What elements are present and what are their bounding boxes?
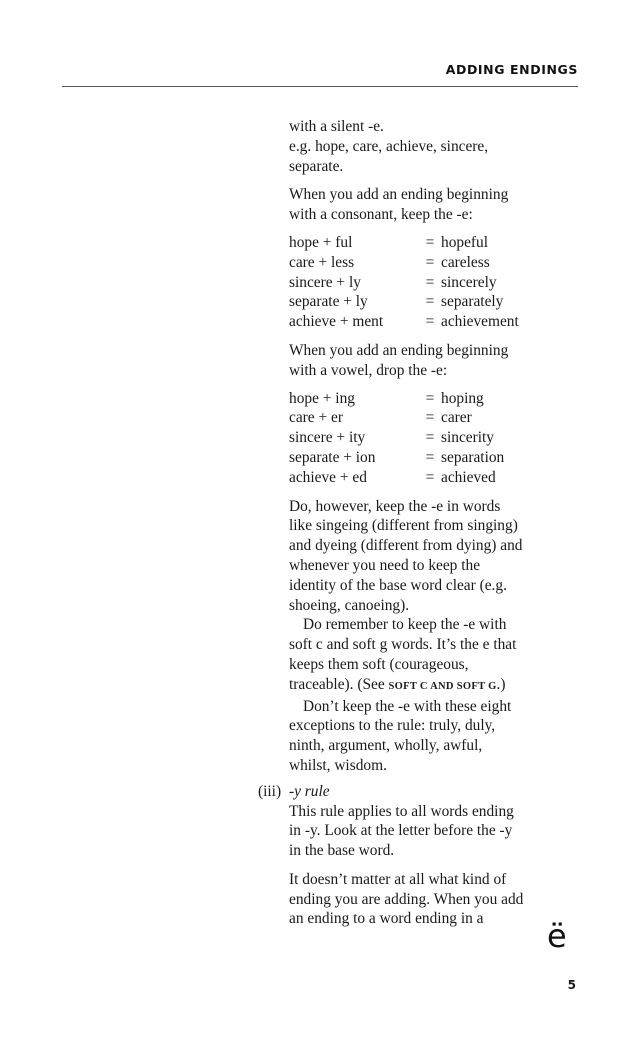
text-line: in the base word. <box>289 842 395 860</box>
text-line: e.g. hope, care, achieve, sincere, <box>289 137 489 155</box>
page-number: 5 <box>567 978 576 992</box>
text-line: whilst, wisdom. <box>289 756 387 774</box>
example-result: separately <box>441 293 504 311</box>
example-row <box>289 448 589 468</box>
equals-sign: = <box>425 273 435 291</box>
exceptions-paragraph <box>289 697 589 776</box>
text-line: shoeing, canoeing). <box>289 596 410 614</box>
text-line: keeps them soft (courageous, <box>289 655 469 673</box>
text-line: separate. <box>289 157 344 175</box>
text-line: with a vowel, drop the -e: <box>289 361 448 379</box>
text-line: soft c and soft g words. It’s the e that <box>289 636 517 654</box>
text-line: It doesn’t matter at all what kind of <box>289 870 507 888</box>
equals-sign: = <box>425 253 435 271</box>
consonant-examples <box>289 233 589 332</box>
soft-c-g-paragraph <box>289 615 589 696</box>
example-row <box>289 292 589 312</box>
example-result: careless <box>441 253 490 271</box>
section-number: (iii) <box>258 782 282 800</box>
text-line: and dyeing (different from dying) and <box>289 537 523 555</box>
example-result: achieved <box>441 468 496 486</box>
equals-sign: = <box>425 468 435 486</box>
example-row <box>289 408 589 428</box>
example-row <box>289 468 589 488</box>
text-line: When you add an ending beginning <box>289 341 509 359</box>
text-line: Don’t keep the -e with these eight <box>303 697 512 715</box>
text-line: exceptions to the rule: truly, duly, <box>289 717 496 735</box>
example-base: care + less <box>289 253 355 271</box>
equals-sign: = <box>425 409 435 427</box>
cross-reference-link[interactable]: SOFT C AND SOFT G <box>388 680 497 692</box>
equals-sign: = <box>425 233 435 251</box>
equals-sign: = <box>425 389 435 407</box>
example-base: sincere + ity <box>289 429 366 447</box>
text-line: in -y. Look at the letter before the -y <box>289 822 513 840</box>
example-base: achieve + ment <box>289 313 384 331</box>
vowel-examples <box>289 389 589 488</box>
example-result: sincerely <box>441 273 497 291</box>
text-fragment: .) <box>496 675 506 693</box>
text-line: with a consonant, keep the -e: <box>289 206 473 224</box>
text-line: When you add an ending beginning <box>289 186 509 204</box>
equals-sign: = <box>425 293 435 311</box>
example-row <box>289 312 589 332</box>
page-body <box>258 117 589 929</box>
text-line: like singeing (different from singing) <box>289 517 518 535</box>
example-result: hoping <box>441 389 484 407</box>
consonant-rule-paragraph <box>289 185 589 225</box>
example-result: separation <box>441 448 505 466</box>
example-row <box>289 233 589 253</box>
text-line: ninth, argument, wholly, awful, <box>289 737 483 755</box>
text-line <box>289 675 589 697</box>
vowel-rule-paragraph <box>289 341 589 381</box>
example-row <box>289 273 589 293</box>
equals-sign: = <box>425 429 435 447</box>
section-iii <box>258 782 589 861</box>
example-row <box>289 253 589 273</box>
intro-paragraph <box>289 117 589 176</box>
example-base: hope + ful <box>289 233 353 251</box>
text-line: Do remember to keep the -e with <box>303 616 507 634</box>
text-line: with a silent -e. <box>289 118 384 135</box>
continue-glyph: ë <box>547 917 567 955</box>
section-title: -y rule <box>289 782 330 800</box>
keep-e-paragraph <box>289 497 589 616</box>
example-result: sincerity <box>441 429 494 447</box>
text-line: identity of the base word clear (e.g. <box>289 576 507 594</box>
header-rule <box>62 86 578 87</box>
text-line: This rule applies to all words ending <box>289 802 514 820</box>
example-result: achievement <box>441 313 519 331</box>
example-base: separate + ly <box>289 293 368 311</box>
text-line: an ending to a word ending in a <box>289 910 484 928</box>
example-base: achieve + ed <box>289 468 367 486</box>
text-line: ending you are adding. When you add <box>289 890 524 908</box>
example-row <box>289 389 589 409</box>
text-line: whenever you need to keep the <box>289 556 481 574</box>
final-paragraph <box>289 870 589 929</box>
text-line: Do, however, keep the -e in words <box>289 497 501 515</box>
equals-sign: = <box>425 448 435 466</box>
example-result: carer <box>441 409 472 427</box>
example-base: care + er <box>289 409 343 427</box>
running-header: ADDING ENDINGS <box>445 62 578 77</box>
example-base: hope + ing <box>289 389 355 407</box>
example-row <box>289 428 589 448</box>
text-fragment: traceable). (See <box>289 675 389 693</box>
example-base: separate + ion <box>289 448 376 466</box>
example-result: hopeful <box>441 233 489 251</box>
equals-sign: = <box>425 313 435 331</box>
example-base: sincere + ly <box>289 273 361 291</box>
